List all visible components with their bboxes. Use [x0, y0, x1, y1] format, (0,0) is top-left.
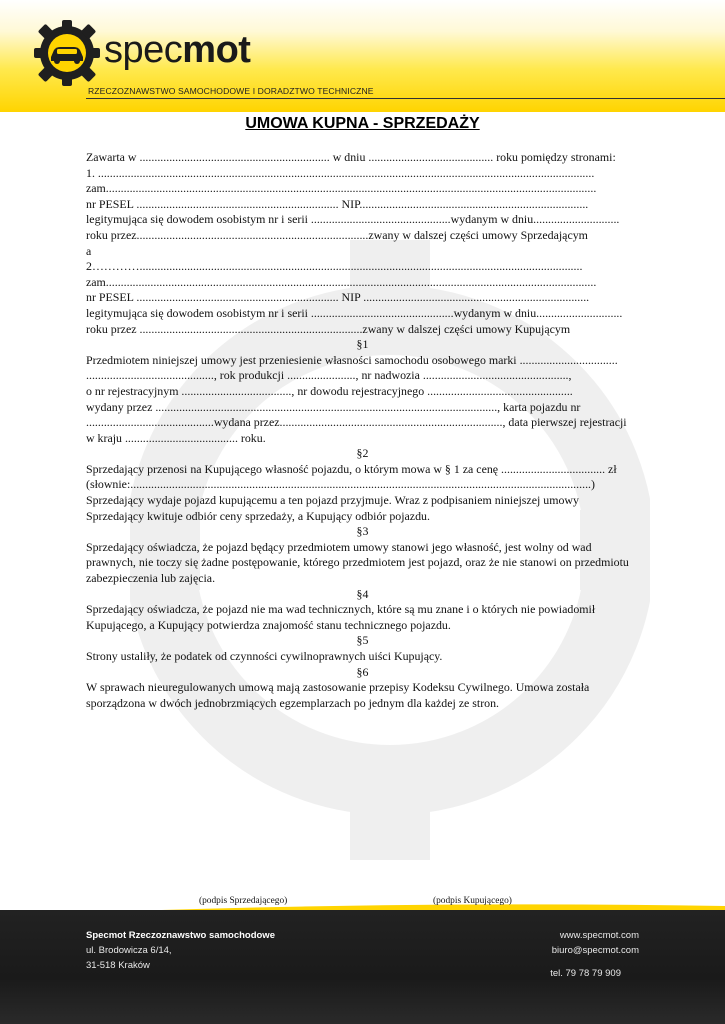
contract-line: nr PESEL .................................................................... NIP............................................................................. — [86, 196, 589, 211]
section-heading: §4 — [356, 586, 369, 601]
footer-email[interactable]: biuro@specmot.com — [551, 945, 639, 956]
contract-line: Sprzedający wydaje pojazd kupującemu a ten pojazd przyjmuje. Wraz z podpisaniem niniejszej umowy — [86, 493, 579, 508]
buyer-signature-label: (podpis Kupującego) — [433, 896, 512, 906]
footer-city: 31-518 Kraków — [86, 960, 150, 971]
contract-line: Sprzedający kwituje odbiór ceny sprzedaży, a Kupujący odbiór pojazdu. — [86, 508, 430, 523]
contract-line: o nr rejestracyjnym ....................................., nr dowodu rejestracyjnego ................................................. — [86, 383, 573, 398]
contract-line: Zawarta w ................................................................ w dniu .......................................... roku pomiędzy stronami: — [86, 150, 616, 164]
brand-tagline: RZECZOZNAWSTWO SAMOCHODOWE I DORADZTWO TECHNICZNE — [88, 86, 374, 96]
contract-line: ...........................................wydana przez..........................................................................., data pierwszej rejestracji — [86, 415, 627, 430]
header-divider — [86, 98, 725, 99]
contract-line: zam..................................................................................................................................................................... — [86, 181, 597, 196]
contract-line: legitymująca się dowodem osobistym nr i serii ................................................wydanym w dniu............................. — [86, 305, 623, 320]
contract-line: a — [86, 243, 92, 258]
brand-name: specmot — [104, 29, 251, 71]
contract-line: legitymująca się dowodem osobistym nr i serii ...............................................wydanym w dniu............................. — [86, 212, 620, 227]
contract-line: wydany przez ..................................................................................................................., karta pojazdu nr — [86, 399, 581, 414]
footer-phone: tel. 79 78 79 909 — [550, 968, 621, 979]
gear-car-logo-icon — [34, 20, 100, 86]
contract-line: w kraju ...................................... roku. — [86, 430, 266, 445]
section-heading: §2 — [356, 446, 369, 461]
contract-line: Przedmiotem niniejszej umowy jest przeniesienie własności samochodu osobowego marki ................................. — [86, 352, 618, 367]
contract-paragraph: Sprzedający oświadcza, że pojazd nie ma wad technicznych, które są mu znane i o których nie powiadomił Kupującego, a Kupujący potwierdza znajomość stanu technicznego pojazdu. — [86, 602, 596, 632]
contract-line: 1. ....................................................................................................................................................................... — [86, 165, 595, 180]
contract-paragraph: Sprzedający oświadcza, że pojazd będący przedmiotem umowy stanowi jego własność, jest wolny od wad prawnych, nie toczy się żadne postępowanie, którego przedmiotem jest pojazd, oraz że nie stanowi on przedmiotu zabezpieczenia lub zajęcia. — [86, 539, 629, 586]
footer-contact — [552, 928, 639, 958]
contract-line: nr PESEL .................................................................... NIP ............................................................................ — [86, 290, 590, 305]
contract-paragraph: W sprawach nieuregulowanych umową mają zastosowanie przepisy Kodeksu Cywilnego. Umowa została sporządzona w dwóch jednobrzmiących egzemplarzach po jednym dla każdej ze stron. — [86, 680, 590, 710]
section-heading: §6 — [356, 664, 369, 679]
footer-website[interactable]: www.specmot.com — [559, 930, 639, 941]
contract-line: 2…………..................................................................................................................................................... — [86, 259, 583, 274]
seller-signature-label: (podpis Sprzedającego) — [199, 896, 288, 906]
contract-line: roku przez..............................................................................zwany w dalszej części umowy Sprzedającym — [86, 227, 588, 242]
section-heading: §1 — [356, 337, 369, 352]
section-heading: §3 — [356, 524, 369, 539]
contract-line: roku przez ...........................................................................zwany w dalszej części umowy Kupującym — [86, 321, 571, 336]
contract-line: Sprzedający przenosi na Kupującego własność pojazdu, o którym mowa w § 1 za cenę ................................... zł — [86, 461, 617, 476]
section-heading: §5 — [356, 633, 369, 648]
contract-line: (słownie:...........................................................................................................................................................) — [86, 477, 595, 492]
document-title: UMOWA KUPNA - SPRZEDAŻY — [245, 115, 480, 132]
page-header — [0, 0, 725, 112]
contract-body — [86, 150, 639, 711]
contract-line: ..........................................., rok produkcji ......................., nr nadwozia ................................................., — [86, 368, 572, 383]
footer-company: Specmot Rzeczoznawstwo samochodowe — [86, 930, 275, 941]
contract-line: zam..................................................................................................................................................................... — [86, 274, 597, 289]
footer-street: ul. Brodowicza 6/14, — [86, 945, 172, 956]
footer-address — [86, 928, 275, 973]
contract-paragraph: Strony ustaliły, że podatek od czynności cywilnoprawnych uiści Kupujący. — [86, 649, 443, 663]
